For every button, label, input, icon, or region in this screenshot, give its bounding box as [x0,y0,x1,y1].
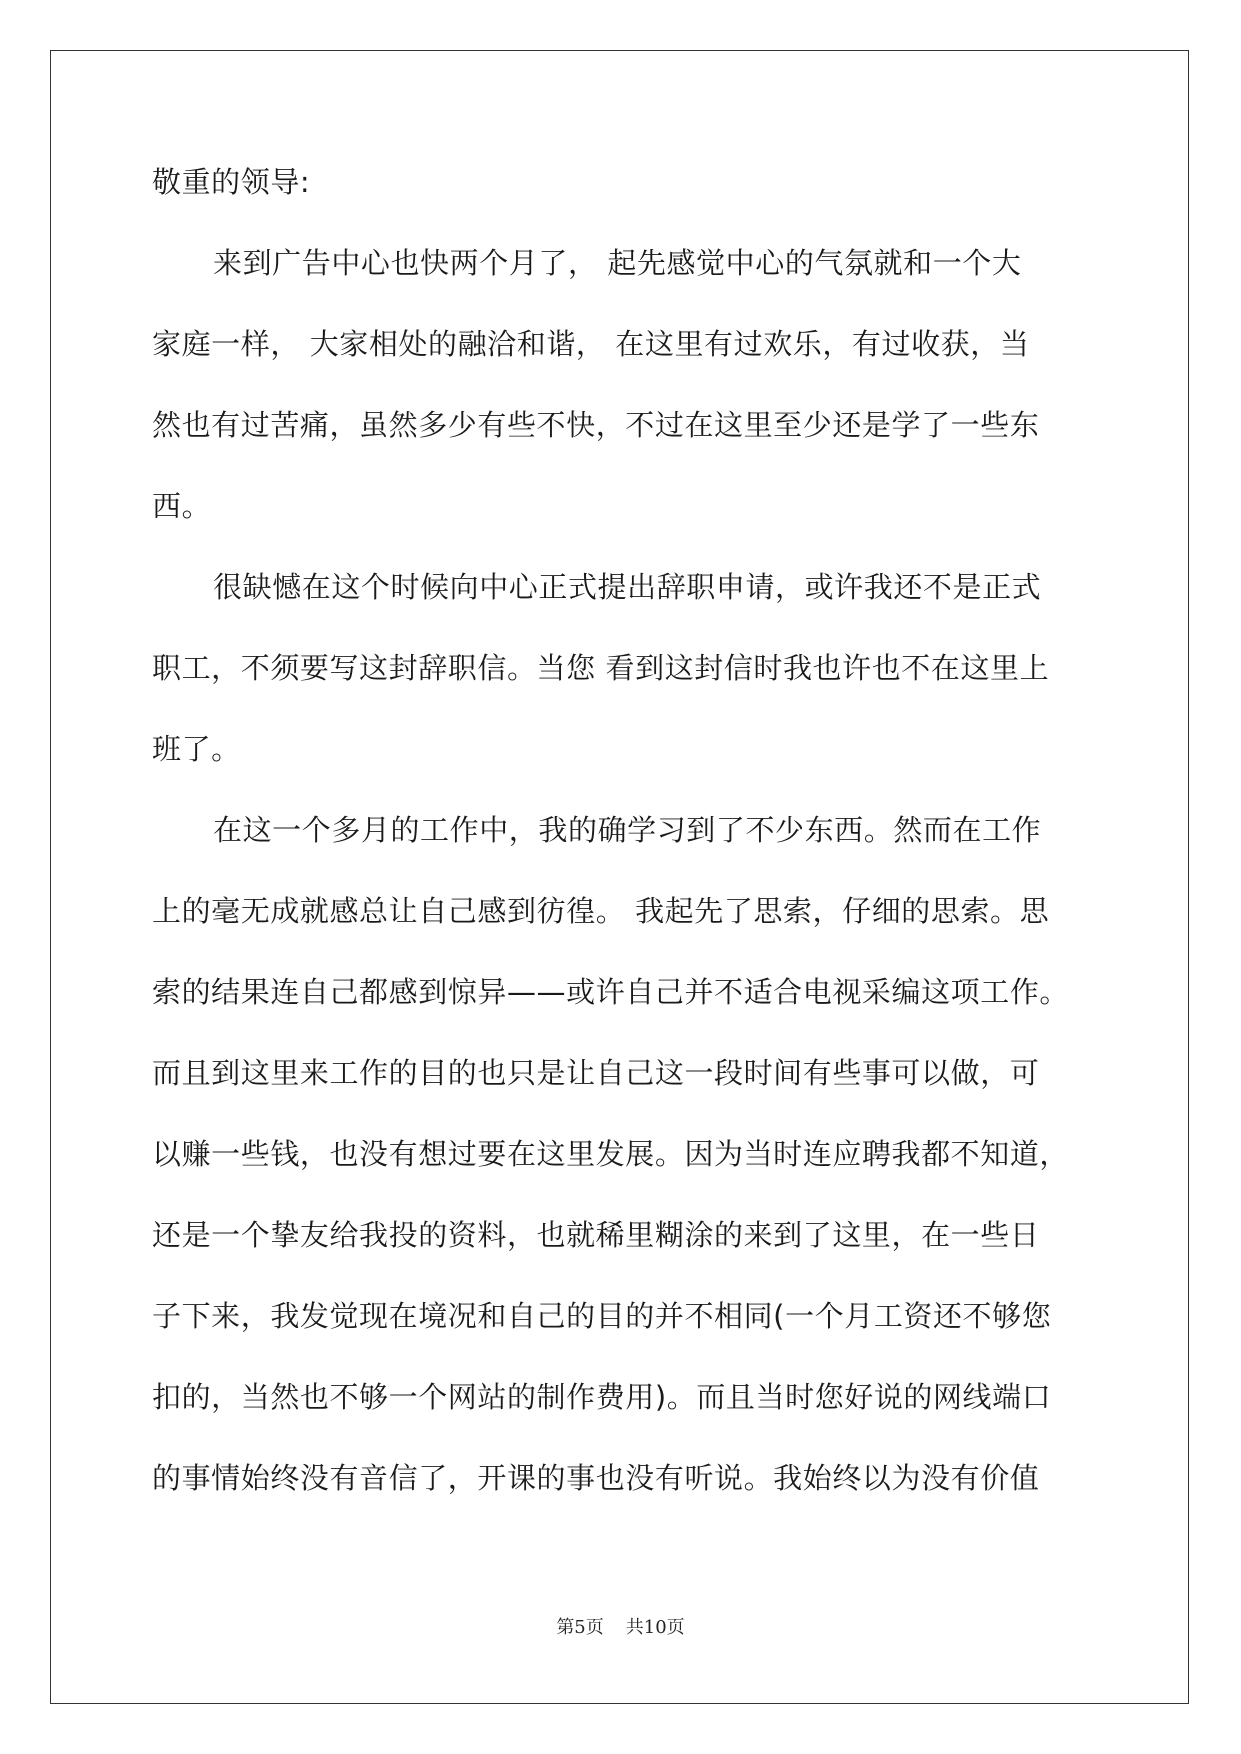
page-total: 共10页 [625,1617,685,1638]
paragraph-line: 然也有过苦痛，虽然多少有些不快，不过在这里至少还是学了一些东 [152,408,1040,442]
paragraph-line: 在这一个多月的工作中，我的确学习到了不少东西。然而在工作 [213,813,1042,847]
paragraph-line: 以赚一些钱，也没有想过要在这里发展。因为当时连应聘我都不知道， [152,1137,1069,1171]
paragraph-line: 扣的，当然也不够一个网站的制作费用)。而且当时您好说的网线端口 [152,1380,1052,1414]
paragraph-line: 而且到这里来工作的目的也只是让自己这一段时间有些事可以做，可 [152,1056,1040,1090]
paragraph-line: 很缺憾在这个时候向中心正式提出辞职申请，或许我还不是正式 [213,570,1042,604]
letter-body [152,162,1092,1539]
paragraph-line: 来到广告中心也快两个月了， 起先感觉中心的气氛就和一个大 [213,246,1022,280]
page-footer [0,1616,1241,1640]
paragraph-line: 的事情始终没有音信了，开课的事也没有听说。我始终以为没有价值 [152,1461,1040,1495]
paragraph-line: 子下来，我发觉现在境况和自己的目的并不相同(一个月工资还不够您 [152,1299,1052,1333]
salutation: 敬重的领导: [152,165,311,199]
paragraph-line: 职工，不须要写这封辞职信。当您 看到这封信时我也许也不在这里上 [152,651,1050,685]
paragraph-line: 索的结果连自己都感到惊异——或许自己并不适合电视采编这项工作。 [152,975,1069,1009]
paragraph-line: 家庭一样， 大家相处的融洽和谐， 在这里有过欢乐，有过收获，当 [152,327,1030,361]
paragraph-line: 西。 [152,489,212,523]
paragraph-line: 班了。 [152,732,241,766]
paragraph-line: 还是一个挚友给我投的资料，也就稀里糊涂的来到了这里，在一些日 [152,1218,1040,1252]
paragraph-line: 上的毫无成就感总让自己感到彷徨。 我起先了思索，仔细的思索。思 [152,894,1050,928]
page-number: 第5页 [556,1617,604,1638]
